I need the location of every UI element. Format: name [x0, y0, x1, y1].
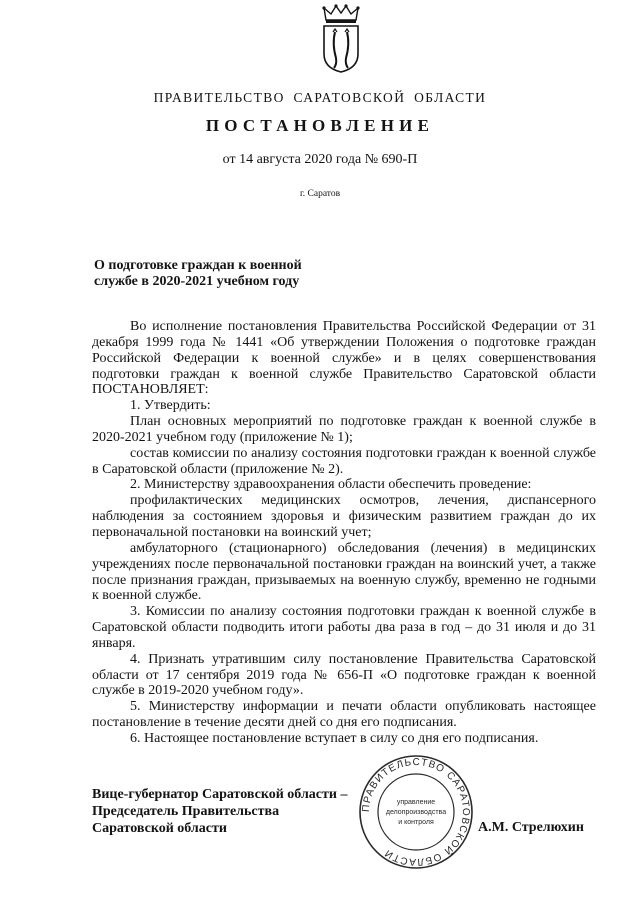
document-subject: [94, 258, 354, 290]
stamp-inner-line-2: делопроизводства: [385, 809, 447, 816]
body-paragraph: 5. Министерству информации и печати области опубликовать настоящее постановление в течение десяти дней со дня его подписания.: [92, 699, 596, 731]
body-paragraph: профилактических медицинских осмотров, лечения, диспансерного наблюдения за состоянием здоровья и физическим развитием граждан до их первоначальной постановки на воинский учет;: [92, 493, 596, 540]
subject-line-2: службе в 2020-2021 учебном году: [94, 274, 300, 289]
signature-position-line-1: Вице-губернатор Саратовской области –: [92, 787, 348, 802]
signature-block: [92, 786, 347, 837]
official-stamp: [358, 754, 474, 870]
signer-name: А.М. Стрелюхин: [478, 820, 584, 835]
body-paragraph: 2. Министерству здравоохранения области обеспечить проведение:: [130, 477, 532, 493]
body-paragraph: состав комиссии по анализу состояния подготовки граждан к военной службе в Саратовской области (приложение № 2).: [92, 445, 596, 477]
stamp-inner-line-1: управление: [396, 799, 436, 806]
body-paragraph: План основных мероприятий по подготовке граждан к военной службе в 2020-2021 учебном году (приложение № 1);: [92, 414, 596, 445]
document-date-number: от 14 августа 2020 года № 690-П: [222, 152, 418, 167]
body-paragraph: 6. Настоящее постановление вступает в силу со дня его подписания.: [130, 730, 539, 746]
subject-line-1: О подготовке граждан к военной: [94, 258, 302, 273]
document-body: [92, 319, 596, 747]
stamp-ring-text: ПРАВИТЕЛЬСТВО САРАТОВСКОЙ ОБЛАСТИ: [360, 756, 472, 868]
signature-position-line-3: Саратовской области: [92, 821, 227, 836]
saratov-coat-of-arms-icon: [318, 4, 364, 74]
body-paragraph: Во исполнение постановления Правительства Российской Федерации от 31 декабря 1999 года № 1441 «Об утверждении Положения о подготовке граждан Российской Федерации к военной службе» и в целях совершенствования подготовки граждан к военной службе Правительство Саратовской области ПОСТАНОВЛЯЕТ:: [92, 319, 596, 398]
document-city: г. Саратов: [299, 189, 341, 199]
body-paragraph: 3. Комиссии по анализу состояния подготовки граждан к военной службе в Саратовской области подводить итоги работы два раза в год – до 31 июля и до 31 января.: [92, 604, 596, 651]
body-paragraph: 4. Признать утратившим силу постановление Правительства Саратовской области от 17 сентября 2019 года № 656-П «О подготовке граждан к военной службе в 2019-2020 учебном году».: [92, 651, 596, 699]
document-type: ПОСТАНОВЛЕНИЕ: [205, 116, 435, 135]
stamp-inner-line-3: и контроля: [398, 819, 434, 826]
signature-position-line-2: Председатель Правительства: [92, 804, 280, 819]
body-paragraph: 1. Утвердить:: [130, 398, 211, 414]
body-paragraph: амбулаторного (стационарного) обследования (лечения) в медицинских учреждениях после первоначальной постановки граждан на воинский учет, а также после признания граждан, призываемых на военную службу, временно не годными к военной службе.: [92, 540, 596, 604]
government-name: ПРАВИТЕЛЬСТВО САРАТОВСКОЙ ОБЛАСТИ: [153, 90, 487, 105]
